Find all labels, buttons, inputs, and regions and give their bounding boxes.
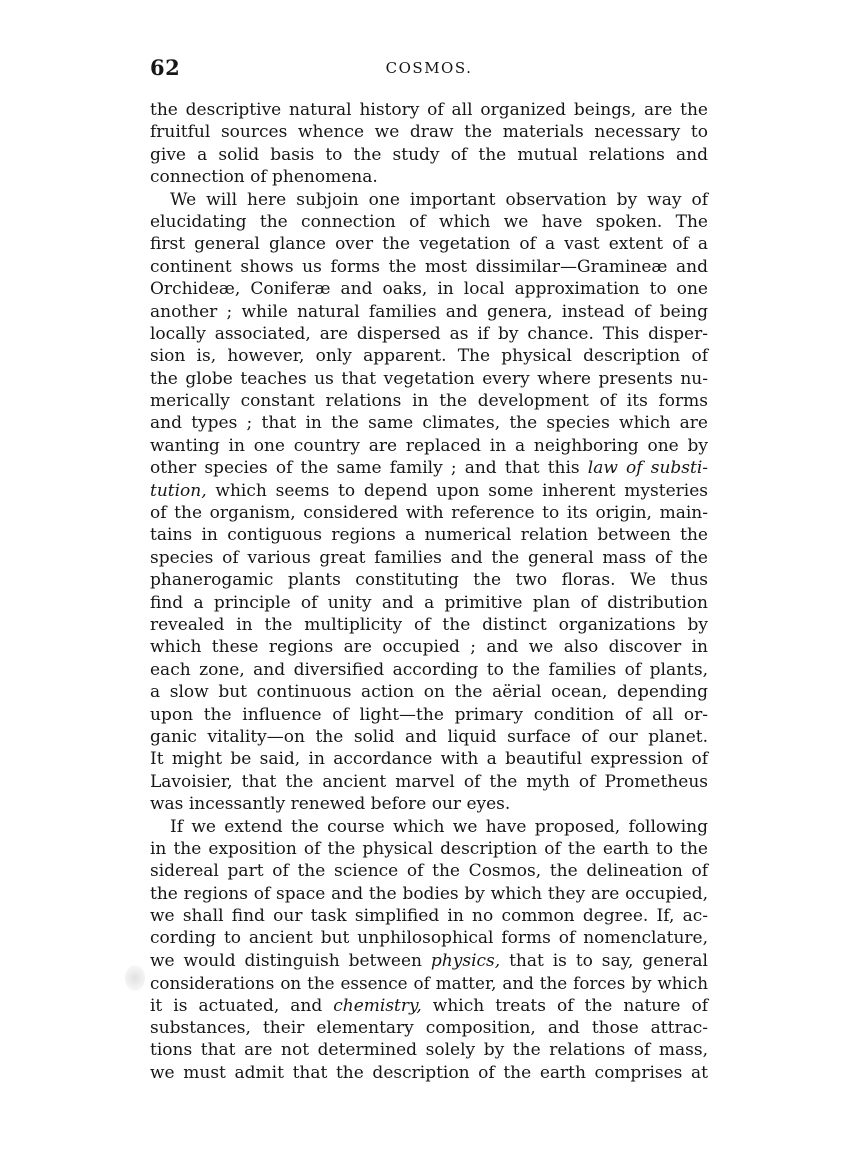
text-line: considerations on the essence of matter, and the forces by which: [150, 973, 708, 994]
text-line: tains in contiguous regions a numerical relation between the: [150, 525, 708, 546]
text-line: the regions of space and the bodies by which they are occupied,: [150, 883, 708, 904]
text-line: in the exposition of the physical description of the earth to the: [150, 838, 708, 859]
text-line: give a solid basis to the study of the mutual relations and: [150, 144, 708, 165]
text-line: which these regions are occupied ; and we also discover in: [150, 637, 708, 658]
italic-phrase: law of substi-: [587, 458, 709, 479]
text-line: it is actuated, and chemistry, which treats of the nature of: [150, 995, 708, 1016]
text-line: find a principle of unity and a primitive plan of distribution: [150, 592, 708, 613]
text-line: we would distinguish between physics, that is to say, general: [150, 950, 708, 971]
italic-phrase: tution,: [150, 480, 207, 501]
text-line: first general glance over the vegetation of a vast extent of a: [150, 234, 708, 255]
paragraph-start-line: We will here subjoin one important observation by way of: [170, 189, 708, 210]
text-line: Lavoisier, that the ancient marvel of the myth of Prometheus: [150, 771, 708, 792]
text-line: continent shows us forms the most dissimilar—Gramineæ and: [150, 256, 708, 277]
page-header: [150, 55, 708, 87]
text-line: the descriptive natural history of all organized beings, are the: [150, 100, 708, 120]
page-smudge: [125, 965, 145, 991]
text-line: and types ; that in the same climates, the species which are: [150, 413, 708, 434]
text-line: the globe teaches us that vegetation every where presents nu-: [150, 368, 708, 389]
text-line: tions that are not determined solely by the relations of mass,: [150, 1040, 708, 1061]
text-line: sion is, however, only apparent. The physical description of: [150, 346, 708, 367]
text-line: fruitful sources whence we draw the materials necessary to: [150, 122, 708, 143]
text-line: connection of phenomena.: [150, 167, 378, 188]
text-line: of the organism, considered with reference to its origin, main-: [150, 503, 708, 524]
text-line: phanerogamic plants constituting the two floras. We thus: [150, 570, 708, 591]
text-line: tution, which seems to depend upon some inherent mysteries: [150, 480, 708, 501]
text-line: species of various great families and the general mass of the: [150, 547, 708, 568]
text-line: substances, their elementary composition, and those attrac-: [150, 1018, 708, 1039]
body-text: [150, 99, 708, 1084]
text-line: elucidating the connection of which we have spoken. The: [150, 211, 708, 232]
text-line: we shall find our task simplified in no common degree. If, ac-: [150, 906, 708, 927]
text-line: ganic vitality—on the solid and liquid surface of our planet.: [150, 726, 708, 747]
italic-phrase: chemistry,: [333, 995, 422, 1016]
text-line: a slow but continuous action on the aërial ocean, depending: [150, 682, 708, 703]
page-number: 62: [150, 55, 181, 80]
text-line: cording to ancient but unphilosophical forms of nomenclature,: [150, 928, 708, 949]
running-head: COSMOS.: [385, 59, 473, 77]
italic-phrase: physics,: [430, 950, 501, 971]
text-line: It might be said, in accordance with a beautiful expression of: [150, 749, 708, 770]
text-line: merically constant relations in the development of its forms: [150, 391, 708, 412]
text-line: revealed in the multiplicity of the distinct organizations by: [150, 614, 708, 635]
text-line: each zone, and diversified according to the families of plants,: [150, 659, 708, 680]
text-line: was incessantly renewed before our eyes.: [150, 794, 511, 815]
text-line: sidereal part of the science of the Cosmos, the delineation of: [150, 861, 708, 882]
text-line: we must admit that the description of the earth comprises at: [150, 1062, 708, 1083]
text-line: Orchideæ, Coniferæ and oaks, in local approximation to one: [150, 279, 708, 300]
text-line: locally associated, are dispersed as if by chance. This disper-: [150, 323, 708, 344]
text-line: another ; while natural families and genera, instead of being: [150, 301, 708, 322]
paragraph-start-line: If we extend the course which we have proposed, following: [170, 816, 708, 837]
text-line: other species of the same family ; and that this law of substi-: [150, 458, 709, 479]
text-line: wanting in one country are replaced in a neighboring one by: [150, 435, 708, 456]
text-line: upon the influence of light—the primary condition of all or-: [150, 704, 708, 725]
